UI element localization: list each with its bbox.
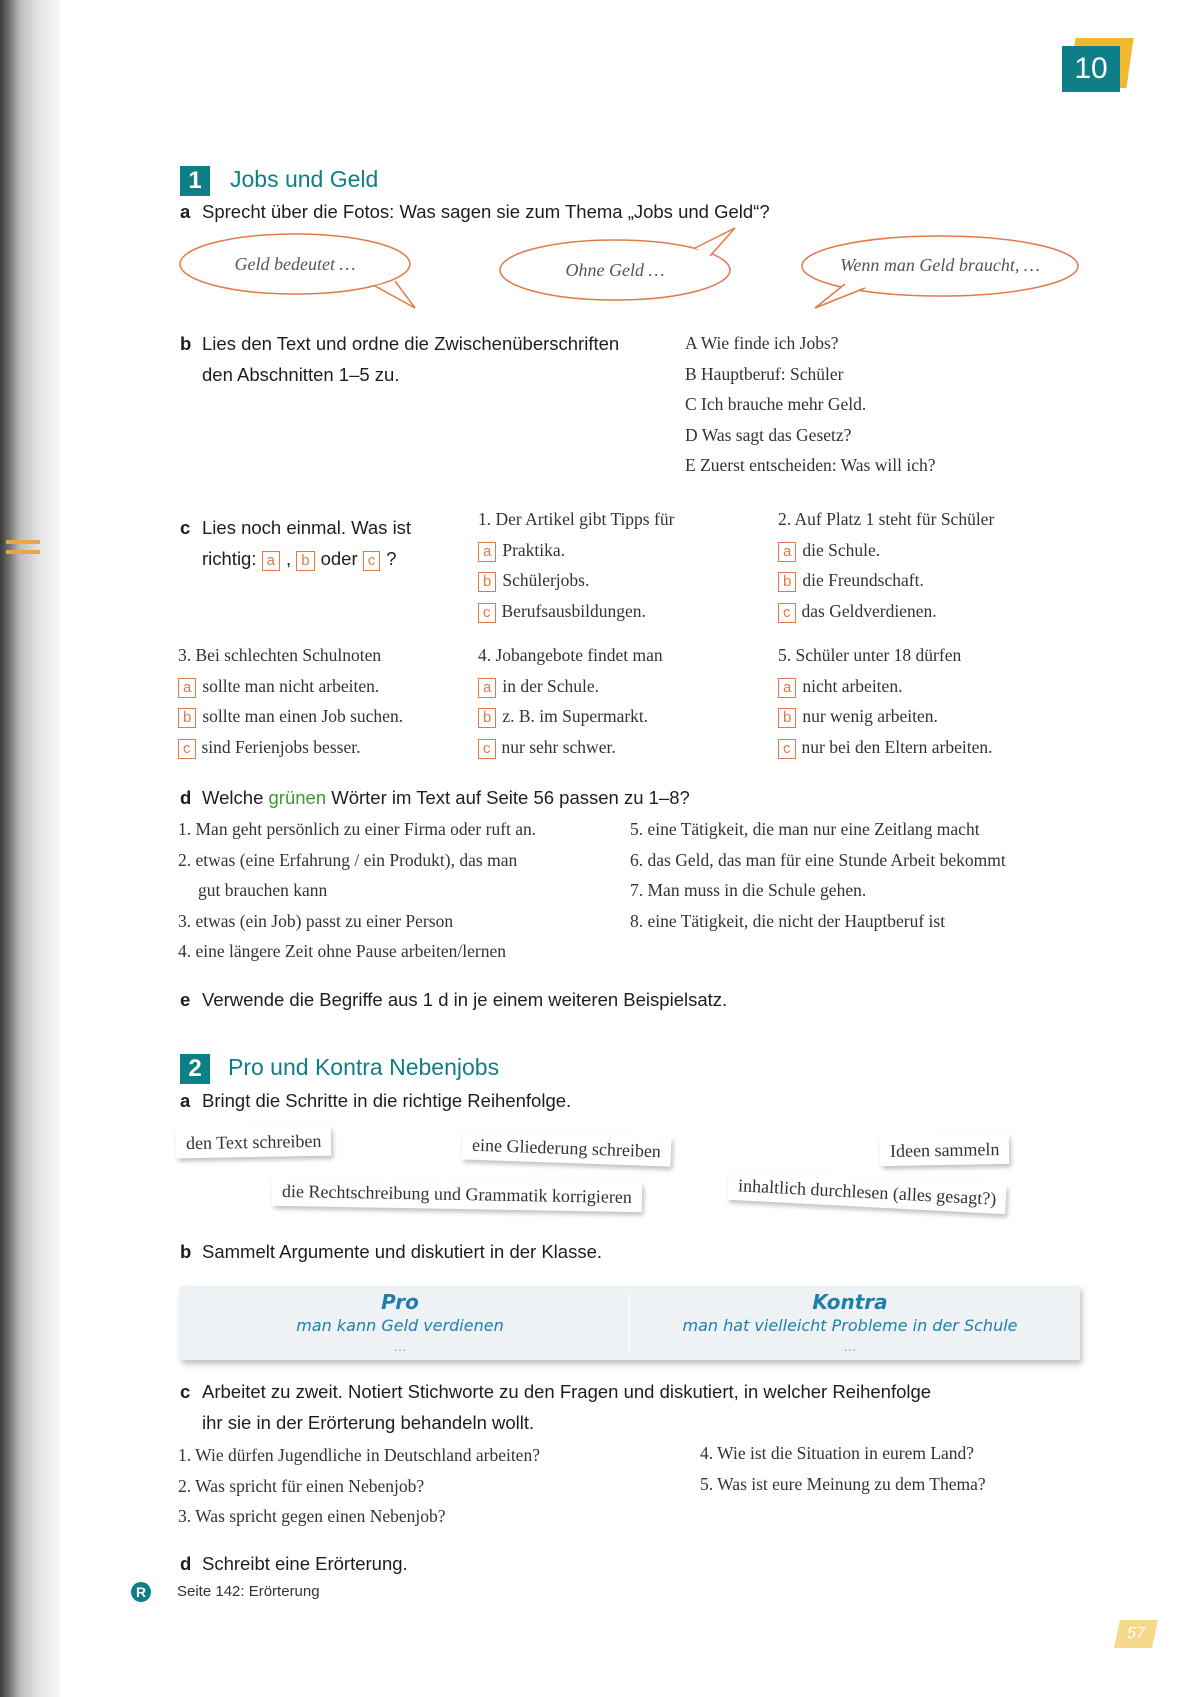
task-1c: c Lies noch einmal. Was ist richtig: a , b oder c ? bbox=[180, 517, 412, 569]
question-stem: 5. Schüler unter 18 dürfen bbox=[778, 645, 962, 665]
pro-title: Pro bbox=[381, 1290, 419, 1314]
kontra-title: Kontra bbox=[812, 1290, 888, 1314]
reference-link[interactable]: Seite 142: Erörterung bbox=[177, 1583, 320, 1600]
list-item: gut brauchen kann bbox=[198, 880, 328, 900]
question-3 bbox=[178, 640, 403, 762]
step-card[interactable]: inhaltlich durchlesen (alles gesagt?) bbox=[727, 1171, 1007, 1215]
list-item: 6. das Geld, das man für eine Stunde Arbeit bekommt bbox=[630, 849, 1006, 870]
chapter-badge bbox=[1062, 38, 1130, 92]
spine-mark bbox=[6, 550, 40, 554]
page-number: 57 bbox=[1114, 1620, 1158, 1648]
list-item: 4. eine längere Zeit ohne Pause arbeiten/lernen bbox=[178, 941, 506, 961]
task-2b: b Sammelt Argumente und diskutiert in der Klasse. bbox=[180, 1241, 602, 1262]
question-stem: 1. Der Artikel gibt Tipps für bbox=[478, 509, 675, 529]
section-title: Jobs und Geld bbox=[230, 166, 379, 192]
list-item: 2. Was spricht für einen Nebenjob? bbox=[178, 1475, 425, 1496]
option: c sind Ferienjobs besser. bbox=[178, 732, 403, 763]
question-stem: 2. Auf Platz 1 steht für Schüler bbox=[778, 509, 995, 529]
definition-list-left bbox=[178, 814, 618, 967]
question-2 bbox=[778, 504, 994, 626]
definition-list-right bbox=[630, 814, 1090, 936]
list-item: 8. eine Tätigkeit, die nicht der Hauptberuf ist bbox=[630, 910, 946, 931]
heading-list bbox=[685, 328, 936, 481]
option: a nicht arbeiten. bbox=[778, 671, 992, 702]
option: b nur wenig arbeiten. bbox=[778, 701, 992, 732]
list-item: 4. Wie ist die Situation in eurem Land? bbox=[700, 1443, 975, 1463]
list-item: E Zuerst entscheiden: Was will ich? bbox=[685, 455, 936, 475]
list-item: A Wie finde ich Jobs? bbox=[685, 333, 839, 353]
question-stem: 4. Jobangebote findet man bbox=[478, 645, 663, 665]
section-number: 2 bbox=[180, 1054, 210, 1084]
option: a sollte man nicht arbeiten. bbox=[178, 671, 403, 702]
option: c Berufsausbildungen. bbox=[478, 596, 674, 627]
list-item: B Hauptberuf: Schüler bbox=[685, 363, 844, 384]
chapter-number: 10 bbox=[1062, 46, 1120, 92]
pro-more: … bbox=[393, 1338, 407, 1354]
option: a in der Schule. bbox=[478, 671, 663, 702]
list-item: 3. Was spricht gegen einen Nebenjob? bbox=[178, 1506, 446, 1526]
section-title: Pro und Kontra Nebenjobs bbox=[228, 1054, 500, 1080]
option: a die Schule. bbox=[778, 535, 994, 566]
option: a Praktika. bbox=[478, 535, 674, 566]
kontra-more: … bbox=[843, 1338, 857, 1354]
task-2c: c Arbeitet zu zweit. Notiert Stichworte zu den Fragen und diskutiert, in welcher Reihenfolge ihr sie in der Erörterung behandeln wollt. bbox=[180, 1381, 932, 1433]
step-card[interactable]: den Text schreiben bbox=[176, 1127, 332, 1159]
step-card[interactable]: eine Gliederung schreiben bbox=[462, 1130, 672, 1166]
option: c nur bei den Eltern arbeiten. bbox=[778, 732, 992, 763]
option: b z. B. im Supermarkt. bbox=[478, 701, 663, 732]
option: b sollte man einen Job suchen. bbox=[178, 701, 403, 732]
task-1d: d Welche grünen Wörter im Text auf Seite 56 passen zu 1–8? bbox=[180, 787, 690, 808]
pro-kontra-panel bbox=[180, 1286, 1080, 1360]
kontra-example: man hat vielleicht Probleme in der Schule bbox=[682, 1316, 1018, 1335]
list-item: 7. Man muss in die Schule gehen. bbox=[630, 880, 867, 900]
question-4 bbox=[478, 640, 663, 762]
list-item: 2. etwas (eine Erfahrung / ein Produkt), das man bbox=[178, 849, 518, 870]
bubble-text: Geld bedeutet … bbox=[234, 254, 356, 274]
task-1e: e Verwende die Begriffe aus 1 d in je einem weiteren Beispielsatz. bbox=[180, 989, 728, 1010]
task-2a: a Bringt die Schritte in die richtige Reihenfolge. bbox=[180, 1090, 572, 1111]
list-item: D Was sagt das Gesetz? bbox=[685, 424, 852, 445]
pro-example: man kann Geld verdienen bbox=[296, 1316, 504, 1335]
list-item: 5. Was ist eure Meinung zu dem Thema? bbox=[700, 1473, 986, 1494]
bubble-text: Wenn man Geld braucht, … bbox=[840, 255, 1040, 275]
question-stem: 3. Bei schlechten Schulnoten bbox=[178, 645, 382, 665]
list-item: 5. eine Tätigkeit, die man nur eine Zeitlang macht bbox=[630, 819, 980, 839]
question-list-right bbox=[700, 1438, 986, 1499]
task-1a: a Sprecht über die Fotos: Was sagen sie zum Thema „Jobs und Geld“? bbox=[180, 201, 770, 222]
step-card[interactable]: Ideen sammeln bbox=[880, 1135, 1010, 1166]
option: c das Geldverdienen. bbox=[778, 596, 994, 627]
reference-icon: R bbox=[131, 1582, 151, 1602]
list-item: 1. Man geht persönlich zu einer Firma oder ruft an. bbox=[178, 819, 537, 839]
question-5 bbox=[778, 640, 992, 762]
step-card[interactable]: die Rechtschreibung und Grammatik korrigieren bbox=[272, 1177, 642, 1212]
list-item: 1. Wie dürfen Jugendliche in Deutschland arbeiten? bbox=[178, 1445, 540, 1465]
option: c nur sehr schwer. bbox=[478, 732, 663, 763]
list-item: 3. etwas (ein Job) passt zu einer Person bbox=[178, 910, 454, 931]
option: b Schülerjobs. bbox=[478, 565, 674, 596]
task-2d: d Schreibt eine Erörterung. bbox=[180, 1553, 408, 1574]
task-1b: b Lies den Text und ordne die Zwischenüberschriften den Abschnitten 1–5 zu. bbox=[180, 333, 620, 385]
section-number: 1 bbox=[180, 166, 210, 196]
spine-mark bbox=[6, 540, 40, 544]
option: b die Freundschaft. bbox=[778, 565, 994, 596]
page-binding-shadow bbox=[0, 0, 60, 1697]
bubble-text: Ohne Geld … bbox=[565, 260, 665, 280]
list-item: C Ich brauche mehr Geld. bbox=[685, 394, 867, 414]
question-list-left bbox=[178, 1440, 540, 1532]
question-1 bbox=[478, 504, 674, 626]
